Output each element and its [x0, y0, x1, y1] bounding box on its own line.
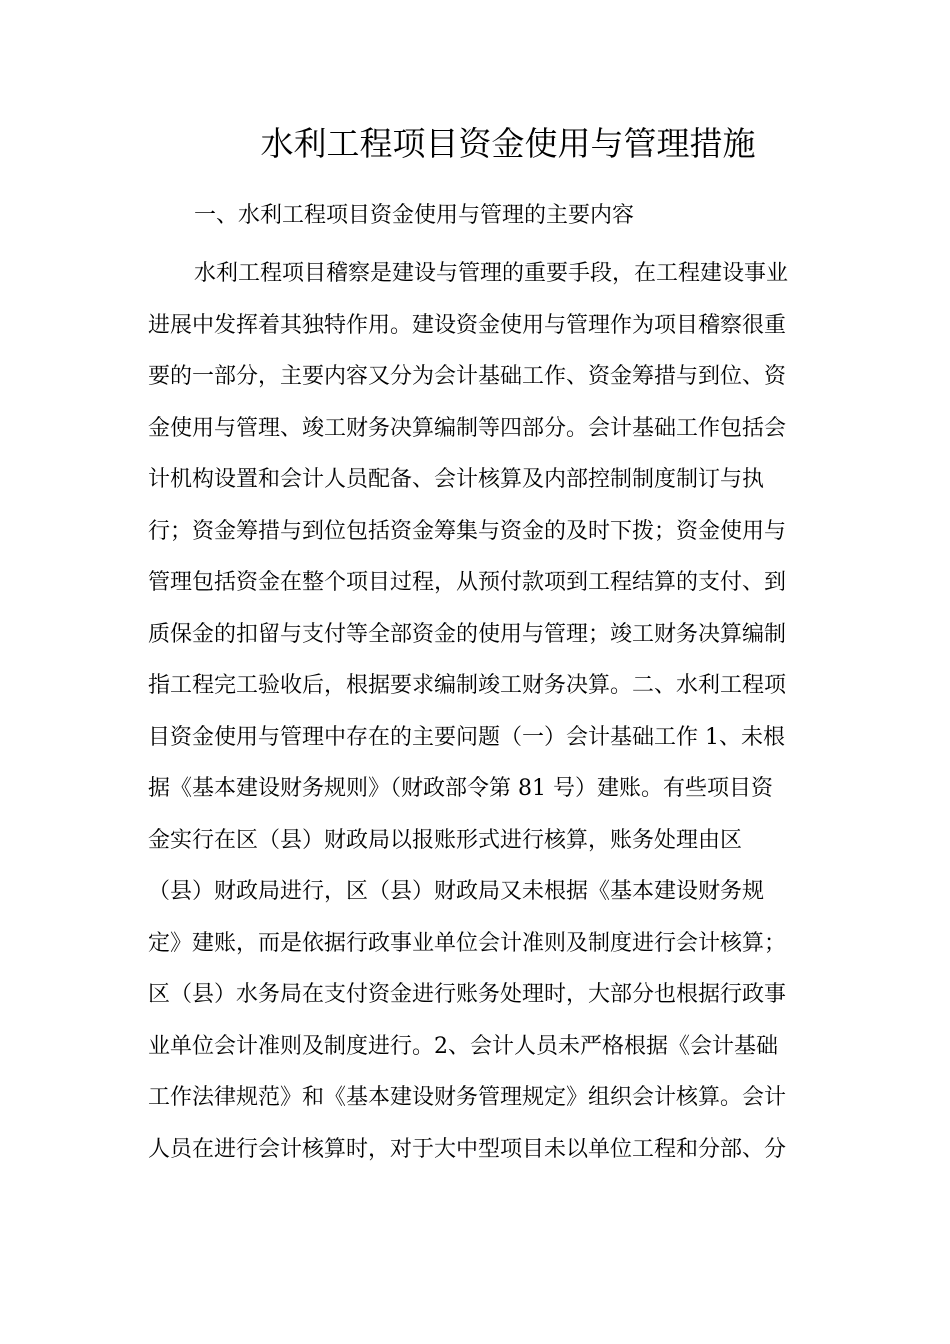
- body-line: 金使用与管理、竣工财务决算编制等四部分。会计基础工作包括会: [148, 415, 787, 441]
- body-line: 管理包括资金在整个项目过程，从预付款项到工程结算的支付、到: [148, 570, 787, 595]
- body-line: 金实行在区（县）财政局以报账形式进行核算，账务处理由区: [148, 827, 743, 853]
- body-line: 质保金的扣留与支付等全部资金的使用与管理；竣工财务决算编制: [148, 621, 787, 647]
- body-line: 人员在进行会计核算时，对于大中型项目未以单位工程和分部、分: [148, 1136, 787, 1162]
- document-title: 水利工程项目资金使用与管理措施: [260, 124, 756, 163]
- section-heading: 一、水利工程项目资金使用与管理的主要内容: [194, 203, 635, 228]
- body-line: 计机构设置和会计人员配备、会计核算及内部控制制度制订与执: [148, 467, 765, 492]
- body-line: 业单位会计准则及制度进行。2、会计人员未严格根据《会计基础: [148, 1033, 778, 1059]
- body-line: 据《基本建设财务规则》（财政部令第 81 号）建账。有些项目资: [148, 776, 773, 801]
- body-text: [148, 248, 808, 1175]
- body-line: （县）财政局进行，区（县）财政局又未根据《基本建设财务规: [148, 879, 765, 904]
- body-line: 要的一部分，主要内容又分为会计基础工作、资金筹措与到位、资: [148, 364, 787, 389]
- body-line: 进展中发挥着其独特作用。建设资金使用与管理作为项目稽察很重: [148, 312, 787, 338]
- body-line: 指工程完工验收后，根据要求编制竣工财务决算。二、水利工程项: [148, 673, 787, 698]
- body-line: 定》建账，而是依据行政事业单位会计准则及制度进行会计核算；: [148, 930, 787, 956]
- body-line: 区（县）水务局在支付资金进行账务处理时，大部分也根据行政事: [148, 982, 787, 1007]
- body-line: 行；资金筹措与到位包括资金筹集与资金的及时下拨；资金使用与: [148, 518, 787, 544]
- body-line: 工作法律规范》和《基本建设财务管理规定》组织会计核算。会计: [148, 1085, 787, 1110]
- body-line: 水利工程项目稽察是建设与管理的重要手段，在工程建设事业: [194, 261, 789, 286]
- body-line: 目资金使用与管理中存在的主要问题（一）会计基础工作 1、未根: [148, 724, 785, 750]
